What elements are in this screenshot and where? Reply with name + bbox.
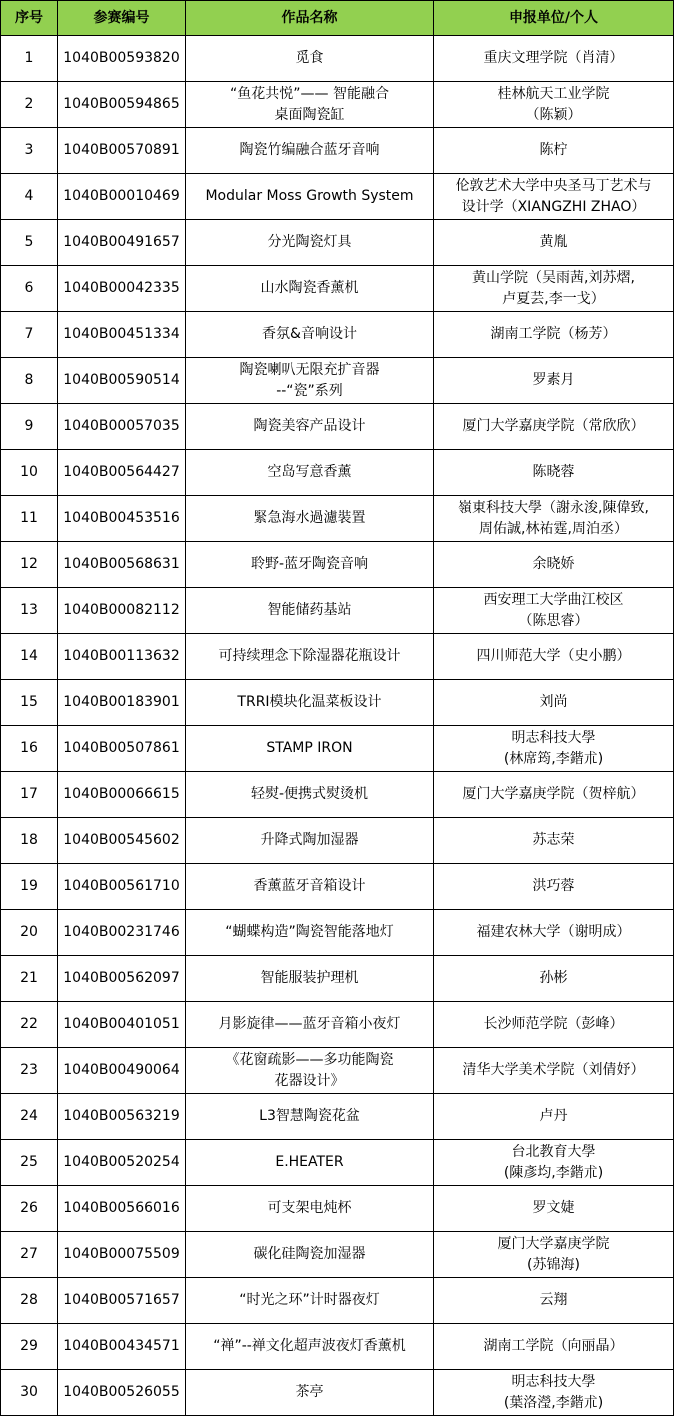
cell-applicant: 台北教育大學 (陳彥均,李鍇朮) bbox=[434, 1140, 674, 1186]
table-row bbox=[1, 1370, 674, 1416]
header-entry-id: 参赛编号 bbox=[58, 1, 186, 36]
table-row bbox=[1, 1002, 674, 1048]
cell-index: 2 bbox=[1, 82, 58, 128]
table-row bbox=[1, 956, 674, 1002]
cell-work-title: TRRI模块化温菜板设计 bbox=[186, 680, 434, 726]
cell-work-title: 《花窗疏影——多功能陶瓷 花器设计》 bbox=[186, 1048, 434, 1094]
table-row bbox=[1, 1232, 674, 1278]
cell-entry-id: 1040B00545602 bbox=[58, 818, 186, 864]
cell-work-title: 香薰蓝牙音箱设计 bbox=[186, 864, 434, 910]
cell-index: 27 bbox=[1, 1232, 58, 1278]
cell-index: 25 bbox=[1, 1140, 58, 1186]
table-row bbox=[1, 82, 674, 128]
cell-entry-id: 1040B00434571 bbox=[58, 1324, 186, 1370]
cell-work-title: 智能服装护理机 bbox=[186, 956, 434, 1002]
cell-entry-id: 1040B00566016 bbox=[58, 1186, 186, 1232]
cell-applicant: 西安理工大学曲江校区 （陈思睿） bbox=[434, 588, 674, 634]
cell-work-title: “时光之环”计时器夜灯 bbox=[186, 1278, 434, 1324]
table-row bbox=[1, 1140, 674, 1186]
cell-index: 11 bbox=[1, 496, 58, 542]
cell-entry-id: 1040B00491657 bbox=[58, 220, 186, 266]
cell-work-title: 月影旋律——蓝牙音箱小夜灯 bbox=[186, 1002, 434, 1048]
table-row bbox=[1, 450, 674, 496]
table-row bbox=[1, 312, 674, 358]
cell-work-title: 陶瓷喇叭无限充扩音器 --“瓷”系列 bbox=[186, 358, 434, 404]
cell-index: 9 bbox=[1, 404, 58, 450]
cell-index: 29 bbox=[1, 1324, 58, 1370]
cell-work-title: L3智慧陶瓷花盆 bbox=[186, 1094, 434, 1140]
cell-index: 26 bbox=[1, 1186, 58, 1232]
cell-work-title: 空岛写意香薰 bbox=[186, 450, 434, 496]
cell-applicant: 明志科技大學 (林席筠,李鍇朮) bbox=[434, 726, 674, 772]
cell-work-title: 陶瓷竹编融合蓝牙音响 bbox=[186, 128, 434, 174]
table-row bbox=[1, 358, 674, 404]
cell-index: 13 bbox=[1, 588, 58, 634]
cell-applicant: 四川师范大学（史小鹏） bbox=[434, 634, 674, 680]
cell-work-title: Modular Moss Growth System bbox=[186, 174, 434, 220]
header-applicant: 申报单位/个人 bbox=[434, 1, 674, 36]
cell-entry-id: 1040B00453516 bbox=[58, 496, 186, 542]
cell-entry-id: 1040B00066615 bbox=[58, 772, 186, 818]
cell-work-title: 緊急海水過濾裝置 bbox=[186, 496, 434, 542]
cell-work-title: STAMP IRON bbox=[186, 726, 434, 772]
cell-applicant: 湖南工学院（杨芳） bbox=[434, 312, 674, 358]
cell-applicant: 苏志荣 bbox=[434, 818, 674, 864]
cell-entry-id: 1040B00490064 bbox=[58, 1048, 186, 1094]
cell-applicant: 罗素月 bbox=[434, 358, 674, 404]
cell-applicant: 清华大学美术学院（刘倩妤） bbox=[434, 1048, 674, 1094]
table-row bbox=[1, 680, 674, 726]
cell-entry-id: 1040B00570891 bbox=[58, 128, 186, 174]
cell-entry-id: 1040B00082112 bbox=[58, 588, 186, 634]
cell-entry-id: 1040B00010469 bbox=[58, 174, 186, 220]
cell-applicant: 云翔 bbox=[434, 1278, 674, 1324]
cell-applicant: 罗文婕 bbox=[434, 1186, 674, 1232]
cell-applicant: 桂林航天工业学院 （陈颖） bbox=[434, 82, 674, 128]
table-body bbox=[1, 36, 674, 1416]
table-row bbox=[1, 1094, 674, 1140]
cell-entry-id: 1040B00593820 bbox=[58, 36, 186, 82]
cell-entry-id: 1040B00590514 bbox=[58, 358, 186, 404]
cell-work-title: 香氛&音响设计 bbox=[186, 312, 434, 358]
header-index: 序号 bbox=[1, 1, 58, 36]
cell-applicant: 余晓娇 bbox=[434, 542, 674, 588]
cell-work-title: 聆野-蓝牙陶瓷音响 bbox=[186, 542, 434, 588]
cell-index: 21 bbox=[1, 956, 58, 1002]
cell-index: 8 bbox=[1, 358, 58, 404]
table-row bbox=[1, 128, 674, 174]
cell-index: 4 bbox=[1, 174, 58, 220]
table-row bbox=[1, 496, 674, 542]
cell-entry-id: 1040B00526055 bbox=[58, 1370, 186, 1416]
cell-index: 1 bbox=[1, 36, 58, 82]
cell-index: 16 bbox=[1, 726, 58, 772]
cell-work-title: “鱼花共悦”—— 智能融合 桌面陶瓷缸 bbox=[186, 82, 434, 128]
cell-entry-id: 1040B00183901 bbox=[58, 680, 186, 726]
cell-entry-id: 1040B00057035 bbox=[58, 404, 186, 450]
cell-applicant: 伦敦艺术大学中央圣马丁艺术与 设计学（XIANGZHI ZHAO） bbox=[434, 174, 674, 220]
cell-applicant: 卢丹 bbox=[434, 1094, 674, 1140]
table-row bbox=[1, 1278, 674, 1324]
header-row bbox=[1, 1, 674, 36]
cell-index: 12 bbox=[1, 542, 58, 588]
cell-applicant: 黄胤 bbox=[434, 220, 674, 266]
cell-entry-id: 1040B00113632 bbox=[58, 634, 186, 680]
cell-work-title: 轻熨-便携式熨烫机 bbox=[186, 772, 434, 818]
cell-work-title: 可支架电炖杯 bbox=[186, 1186, 434, 1232]
cell-entry-id: 1040B00075509 bbox=[58, 1232, 186, 1278]
table-row bbox=[1, 36, 674, 82]
cell-entry-id: 1040B00568631 bbox=[58, 542, 186, 588]
cell-index: 17 bbox=[1, 772, 58, 818]
cell-applicant: 嶺東科技大學（謝永浚,陳偉致, 周佑誠,林祐霆,周泊丞） bbox=[434, 496, 674, 542]
cell-applicant: 孙彬 bbox=[434, 956, 674, 1002]
cell-entry-id: 1040B00562097 bbox=[58, 956, 186, 1002]
table-row bbox=[1, 220, 674, 266]
cell-applicant: 明志科技大學 (葉洛瀅,李鍇朮) bbox=[434, 1370, 674, 1416]
cell-index: 18 bbox=[1, 818, 58, 864]
cell-index: 19 bbox=[1, 864, 58, 910]
cell-applicant: 福建农林大学（谢明成） bbox=[434, 910, 674, 956]
table-row bbox=[1, 1324, 674, 1370]
cell-entry-id: 1040B00520254 bbox=[58, 1140, 186, 1186]
table-row bbox=[1, 588, 674, 634]
cell-index: 3 bbox=[1, 128, 58, 174]
cell-applicant: 陈晓蓉 bbox=[434, 450, 674, 496]
table-row bbox=[1, 266, 674, 312]
table-row bbox=[1, 404, 674, 450]
cell-entry-id: 1040B00563219 bbox=[58, 1094, 186, 1140]
cell-entry-id: 1040B00594865 bbox=[58, 82, 186, 128]
cell-work-title: 觅食 bbox=[186, 36, 434, 82]
cell-index: 22 bbox=[1, 1002, 58, 1048]
table-row bbox=[1, 1186, 674, 1232]
cell-index: 10 bbox=[1, 450, 58, 496]
cell-work-title: “蝴蝶构造”陶瓷智能落地灯 bbox=[186, 910, 434, 956]
cell-work-title: E.HEATER bbox=[186, 1140, 434, 1186]
table-row bbox=[1, 174, 674, 220]
cell-index: 24 bbox=[1, 1094, 58, 1140]
cell-work-title: 升降式陶加湿器 bbox=[186, 818, 434, 864]
cell-work-title: 茶亭 bbox=[186, 1370, 434, 1416]
cell-work-title: “禅”--禅文化超声波夜灯香薰机 bbox=[186, 1324, 434, 1370]
cell-applicant: 黄山学院（吴雨茜,刘苏熠, 卢夏芸,李一戈） bbox=[434, 266, 674, 312]
cell-entry-id: 1040B00561710 bbox=[58, 864, 186, 910]
cell-work-title: 碳化硅陶瓷加湿器 bbox=[186, 1232, 434, 1278]
cell-entry-id: 1040B00231746 bbox=[58, 910, 186, 956]
header-work-title: 作品名称 bbox=[186, 1, 434, 36]
cell-applicant: 刘尚 bbox=[434, 680, 674, 726]
cell-entry-id: 1040B00401051 bbox=[58, 1002, 186, 1048]
table-row bbox=[1, 542, 674, 588]
cell-index: 30 bbox=[1, 1370, 58, 1416]
cell-index: 23 bbox=[1, 1048, 58, 1094]
cell-applicant: 洪巧蓉 bbox=[434, 864, 674, 910]
cell-applicant: 厦门大学嘉庚学院（常欣欣） bbox=[434, 404, 674, 450]
cell-index: 5 bbox=[1, 220, 58, 266]
cell-applicant: 湖南工学院（向丽晶） bbox=[434, 1324, 674, 1370]
cell-index: 20 bbox=[1, 910, 58, 956]
cell-applicant: 厦门大学嘉庚学院（贺梓航） bbox=[434, 772, 674, 818]
table-row bbox=[1, 864, 674, 910]
table-row bbox=[1, 726, 674, 772]
cell-entry-id: 1040B00451334 bbox=[58, 312, 186, 358]
table-row bbox=[1, 910, 674, 956]
cell-applicant: 重庆文理学院（肖清） bbox=[434, 36, 674, 82]
cell-work-title: 智能储药基站 bbox=[186, 588, 434, 634]
cell-work-title: 分光陶瓷灯具 bbox=[186, 220, 434, 266]
cell-entry-id: 1040B00507861 bbox=[58, 726, 186, 772]
cell-work-title: 陶瓷美容产品设计 bbox=[186, 404, 434, 450]
table-row bbox=[1, 772, 674, 818]
cell-entry-id: 1040B00042335 bbox=[58, 266, 186, 312]
cell-index: 15 bbox=[1, 680, 58, 726]
cell-index: 7 bbox=[1, 312, 58, 358]
table-row bbox=[1, 634, 674, 680]
cell-applicant: 厦门大学嘉庚学院 (苏锦海) bbox=[434, 1232, 674, 1278]
cell-index: 6 bbox=[1, 266, 58, 312]
cell-index: 14 bbox=[1, 634, 58, 680]
cell-applicant: 长沙师范学院（彭峰） bbox=[434, 1002, 674, 1048]
cell-work-title: 山水陶瓷香薰机 bbox=[186, 266, 434, 312]
cell-applicant: 陈柠 bbox=[434, 128, 674, 174]
cell-index: 28 bbox=[1, 1278, 58, 1324]
cell-entry-id: 1040B00571657 bbox=[58, 1278, 186, 1324]
table-row bbox=[1, 818, 674, 864]
cell-work-title: 可持续理念下除湿器花瓶设计 bbox=[186, 634, 434, 680]
table-row bbox=[1, 1048, 674, 1094]
cell-entry-id: 1040B00564427 bbox=[58, 450, 186, 496]
